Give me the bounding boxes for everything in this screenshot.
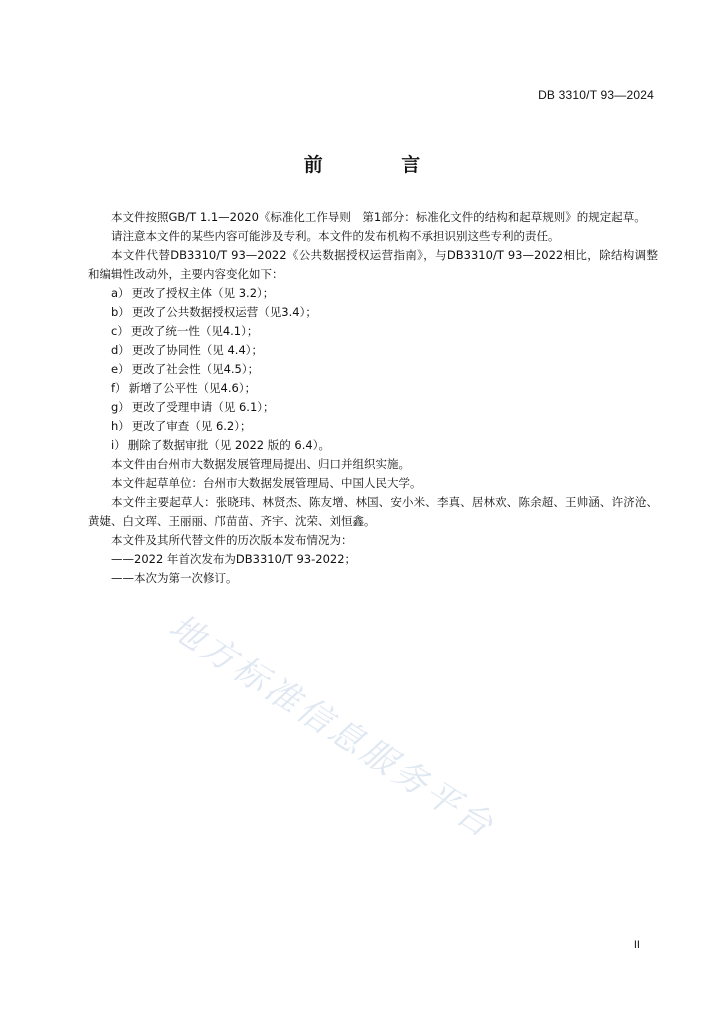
foreword-body	[88, 208, 658, 588]
list-item-text: 新增了公平性（见4.6）；	[128, 381, 257, 395]
list-item-text: 更改了社会性（见4.5）；	[131, 362, 260, 376]
list-item	[88, 284, 658, 303]
changes-list	[88, 284, 658, 455]
list-item-text: 删除了数据审批（见 2022 版的 6.4）。	[127, 438, 330, 452]
list-marker: f）	[111, 381, 127, 395]
list-marker: i）	[111, 438, 126, 452]
list-item-text: 更改了审查（见 6.2）；	[131, 419, 252, 433]
list-marker: g）	[111, 400, 130, 414]
list-item	[88, 436, 658, 455]
history-item: ——本次为第一次修订。	[111, 571, 238, 585]
list-item-text: 更改了统一性（见4.1）；	[130, 324, 259, 338]
watermark: 地方标准信息服务平台	[161, 606, 503, 848]
list-item-text: 更改了授权主体（见 3.2）；	[131, 286, 275, 300]
paragraph-drafting-rules: 本文件按照GB/T 1.1—2020《标准化工作导则 第1部分：标准化文件的结构和起草规则》的规定起草。	[111, 210, 646, 224]
list-marker: e）	[111, 362, 130, 376]
paragraph-patent-notice: 请注意本文件的某些内容可能涉及专利。本文件的发布机构不承担识别这些专利的责任。	[111, 229, 560, 243]
list-item-text: 更改了协同性（见 4.4）；	[131, 343, 264, 357]
list-item	[88, 360, 658, 379]
list-item	[88, 379, 658, 398]
list-item	[88, 341, 658, 360]
list-marker: b）	[111, 305, 130, 319]
standard-code: DB 3310/T 93—2024	[538, 88, 654, 102]
list-marker: d）	[111, 343, 130, 357]
list-item-text: 更改了公共数据授权运营（见3.4）；	[131, 305, 317, 319]
paragraph-replacement: 本文件代替DB3310/T 93—2022《公共数据授权运营指南》，与DB3310/T 93—2022相比，除结构调整和编辑性改动外，主要内容变化如下：	[88, 248, 658, 281]
list-item	[88, 417, 658, 436]
list-marker: c）	[111, 324, 129, 338]
history-list	[88, 550, 658, 588]
paragraph-history-intro: 本文件及其所代替文件的历次版本发布情况为：	[111, 533, 353, 547]
list-item	[88, 398, 658, 417]
list-item-text: 更改了受理申请（见 6.1）；	[131, 400, 275, 414]
page-title: 前 言	[303, 154, 457, 176]
list-item	[88, 322, 658, 341]
history-item: ——2022 年首次发布为DB3310/T 93-2022；	[111, 552, 357, 566]
list-marker: a）	[111, 286, 130, 300]
list-item	[88, 303, 658, 322]
paragraph-proposer: 本文件由台州市大数据发展管理局提出、归口并组织实施。	[111, 457, 410, 471]
paragraph-drafting-units: 本文件起草单位：台州市大数据发展管理局、中国人民大学。	[111, 476, 422, 490]
list-marker: h）	[111, 419, 130, 433]
page-number: II	[633, 939, 640, 951]
paragraph-drafters: 本文件主要起草人：张晓玮、林贤杰、陈友增、林国、安小米、李真、居林欢、陈余超、王帅涵、许济沧、黄婕、白文珲、王丽丽、邝苗苗、齐宇、沈荣、刘恒鑫。	[88, 495, 658, 528]
